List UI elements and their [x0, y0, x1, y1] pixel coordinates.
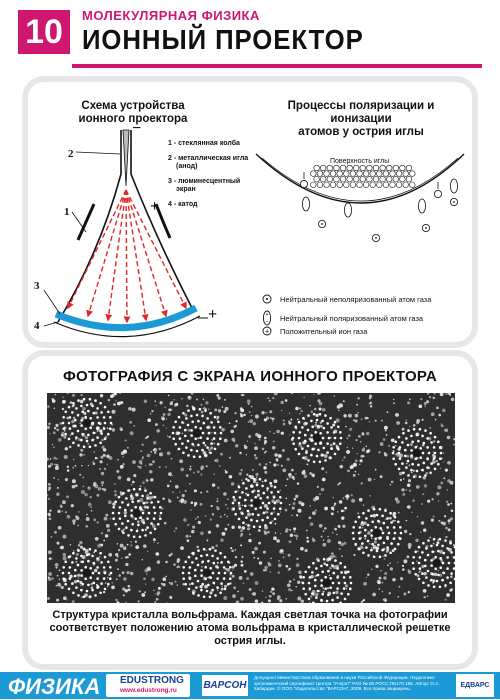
diagrams-panel — [22, 76, 478, 348]
svg-text:+: + — [265, 312, 269, 318]
edustrong-logo: EDUSTRONG www.edustrong.ru — [106, 674, 190, 697]
luminescent-screen — [56, 308, 196, 328]
photo-title: ФОТОГРАФИЯ С ЭКРАНА ИОННОГО ПРОЕКТОРА — [62, 368, 438, 385]
ion-rays — [68, 190, 186, 322]
svg-text:+: + — [264, 328, 270, 336]
page-header — [0, 0, 500, 66]
page-footer — [0, 672, 500, 699]
label-3: 3 — [34, 280, 40, 292]
plus-sign-cathode: + — [150, 198, 160, 215]
footer-legal-text: Допущено Министерством образования и науки Российской Федерации. Педагогико-эргономический сертификат Центра "Учпрот" РАО № 80.РОСС.ПБ178.188. Автор: О.А. Кабардин. © ООО "Издательство "ВАРСОН", 2009. Все права защищены. — [254, 675, 440, 692]
cathode-line — [78, 204, 94, 240]
photo-panel — [22, 350, 478, 670]
legend-ion: + Положительный ион газа — [260, 326, 367, 336]
legend-neutral: Нейтральный неполяризованный атом газа — [260, 294, 431, 304]
footer-right-logo: ЕДВАРС — [456, 674, 494, 697]
polarized-atom-icon — [260, 310, 274, 326]
footer-brand: ФИЗИКА — [8, 674, 101, 699]
legend-polarized: + − Нейтральный поляризованный атом газа — [260, 310, 423, 326]
label-4: 4 — [34, 320, 40, 332]
title-underline — [72, 64, 482, 68]
neutral-atom-icon — [260, 294, 274, 304]
label-1: 1 — [64, 206, 70, 218]
schema-legend: 1 - стеклянная колба 2 - металлическая игла (анод) 3 - люминесцентный экран 4 - катод — [168, 140, 249, 208]
field-ion-micrograph — [47, 393, 455, 603]
metal-needle — [123, 130, 129, 186]
photo-caption: Структура кристалла вольфрама. Каждая светлая точка на фотографии соответствует положению атома вольфрама в кристаллической решетке острия иглы. — [49, 609, 451, 647]
label-2: 2 — [68, 148, 74, 160]
page-title: ИОННЫЙ ПРОЕКТОР — [82, 24, 364, 55]
minus-sign: − — [132, 120, 142, 137]
plus-sign-screen: + — [208, 306, 218, 323]
surface-label: Поверхность иглы — [330, 158, 390, 165]
sheet-number: 10 — [18, 10, 70, 54]
processes-title: Процессы поляризации и ионизации атомов у острия иглы — [287, 100, 435, 138]
schema-title: Схема устройства ионного проектора — [78, 100, 188, 125]
svg-text:−: − — [265, 319, 269, 325]
positive-ion-icon — [260, 326, 274, 336]
atoms-diagram — [248, 162, 472, 272]
publisher-logo: ВАРСОН — [202, 675, 248, 696]
subject-label: МОЛЕКУЛЯРНАЯ ФИЗИКА — [82, 8, 260, 23]
